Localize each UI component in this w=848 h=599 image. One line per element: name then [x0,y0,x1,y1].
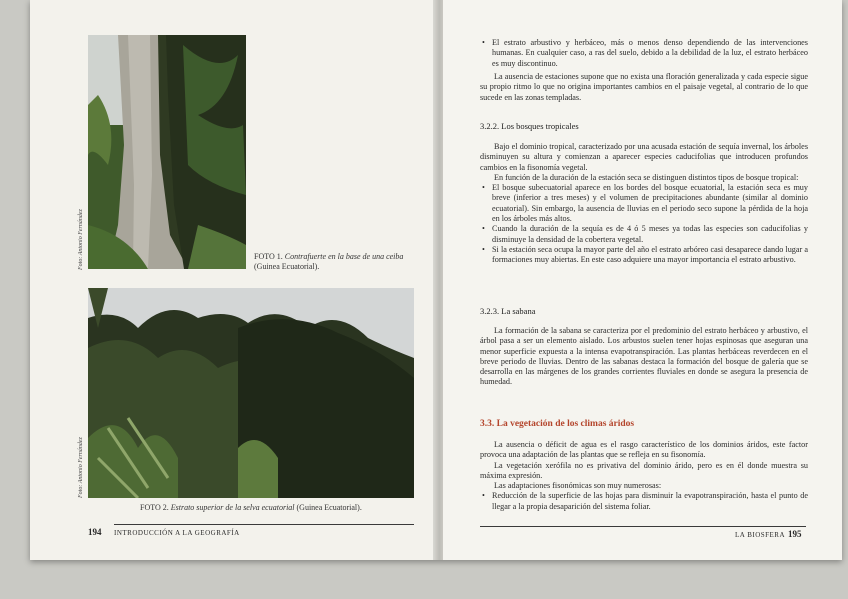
tropical-bullet-2: • Cuando la duración de la sequía es de 4 ó 5 meses ya todas las especies son caducifolias y disminuye la densidad de la cobertera vegetal. [490,224,808,245]
photo2-caption-label: FOTO 2. [140,503,169,512]
section-323-heading: 3.2.3. La sabana [480,306,536,316]
photo2-caption-italic: Estrato superior de la selva ecuatorial [170,503,295,512]
para-tropical-1: Bajo el dominio tropical, caracterizado por una acusada estación de sequía invernal, los árboles disminuyen su altura y comienzan a aparecer especies caducifolias que introducen profundos cambios en la fisonomía vegetal. [480,142,808,172]
para-sabana: La formación de la sabana se caracteriza por el predominio del estrato herbáceo y arbustivo, el árbol pasa a ser un elemento aislado. Los arbustos suelen tener hojas espinosas que aseguran una menor superficie expuesta a la intensa evapotranspiración. Las plantas herbáceas reverdecen en el breve periodo de lluvias. Dentro de las sabanas destaca la formación del bosque de galería que se desarrolla en las márgenes de los grandes corrientes fluviales en donde se asegura la presencia de humedad. [480,326,808,387]
left-running-head: INTRODUCCIÓN A LA GEOGRAFÍA [114,529,240,537]
photo1-caption-italic: Contrafuerte en la base de una ceiba [284,252,404,261]
right-folio: 195 [788,529,802,539]
para-arid-1: La ausencia o déficit de agua es el rasgo característico de los dominios áridos, este factor provoca una adaptación de las plantas que se refleja en su fisonomía. [480,440,808,460]
left-page [30,0,435,560]
photo2-caption [140,503,430,513]
tropical-bullet-1: • El bosque subecuatorial aparece en los bordes del bosque ecuatorial, la estación seca es muy breve (inferior a tres meses) y el volumen de precipitaciones abundante (similar al dominio ecuatorial). Sin embargo, la ausencia de lluvias en el periodo seco supone la pérdida de la hoja en los árboles más altos. [490,183,808,224]
section-33-heading: 3.3. La vegetación de los climas áridos [480,419,635,429]
para-tropical-2: En función de la duración de la estación seca se distinguen distintos tipos de bosque tropical: [494,172,799,182]
tropical-bullet-3: • Si la estación seca ocupa la mayor parte del año el estrato arbóreo casi desaparece dando lugar a formaciones muy abiertas. En este caso adquiere una mayor importancia el estrato arbustivo. [490,245,808,266]
sabana-block [480,326,808,388]
right-footer-rule [480,526,806,527]
right-running-head: LA BIOSFERA [735,531,786,539]
left-folio: 194 [88,527,102,537]
para-arid-3: Las adaptaciones fisonómicas son muy numerosas: [494,481,662,491]
photo1-credit: Foto: Antonio Fernández [78,209,84,270]
section-322-heading: 3.2.2. Los bosques tropicales [480,121,579,131]
bullet-top-block [480,38,808,69]
para-arid-2: La vegetación xerófila no es privativa del dominio árido, pero es en él donde muestra su máxima expresión. [480,460,808,480]
photo2-credit: Foto: Antonio Fernández [78,437,84,498]
photo1-caption [254,252,414,272]
para-seasons: La ausencia de estaciones supone que no exista una floración generalizada y cada especie sigue su propio ritmo lo que no origina importantes cambios en el paisaje vegetal, al contrario de lo que sucede en las zonas templadas. [480,72,808,102]
photo1-caption-rest: (Guinea Ecuatorial). [254,262,320,271]
photo1-caption-label: FOTO 1. [254,252,283,261]
photo2-caption-rest: (Guinea Ecuatorial). [296,503,362,512]
left-footer-rule [114,524,414,525]
tropical-block [480,142,808,266]
bullet-shrub-layer: • El estrato arbustivo y herbáceo, más o menos denso dependiendo de las intervenciones humanas. En cualquier caso, a ras del suelo, debido a la debilidad de la luz, el estrato herbáceo es muy discontinuo. [490,38,808,69]
photo-ceiba-trunk [88,35,246,269]
photo-rainforest-canopy [88,288,414,498]
arid-block [480,440,808,512]
para-seasons-block [480,72,808,103]
arid-bullet-1: • Reducción de la superficie de las hojas para disminuir la evapotranspiración, hasta el punto de llegar a la propia desaparición del sistema foliar. [490,491,808,512]
tropical-list [480,183,808,265]
